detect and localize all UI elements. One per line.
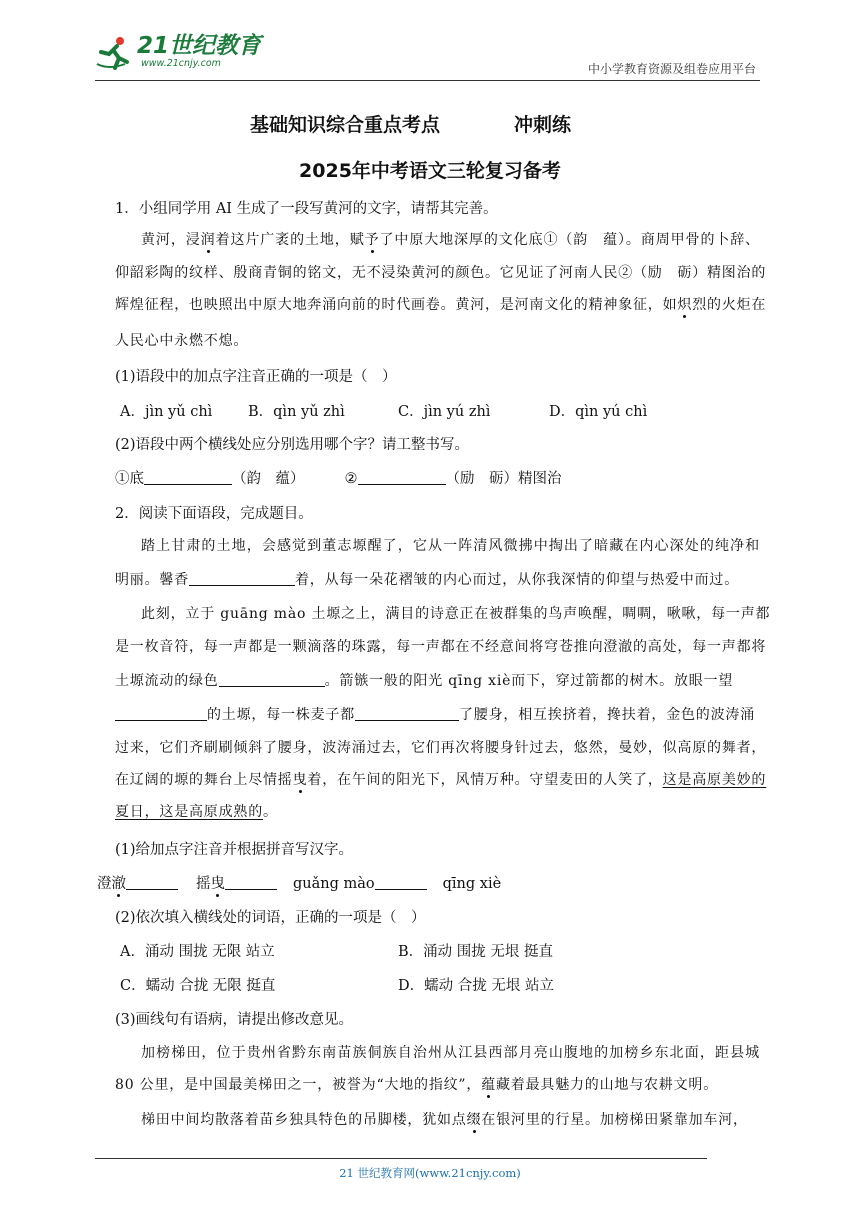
- dotted-char: 炽: [677, 297, 693, 313]
- q1-sub1: (1)语段中的加点字注音正确的一项是（ ）: [115, 369, 397, 385]
- q2-passage-c-line-1: 加榜梯田，位于贵州省黔东南苗族侗族自治州从江县西部月亮山腹地的加榜乡东北面，距县城: [141, 1045, 760, 1061]
- answer-blank[interactable]: [115, 705, 207, 721]
- answer-blank[interactable]: [358, 469, 446, 485]
- underlined-sentence: 这是高原美妙的: [662, 772, 767, 788]
- answer-blank[interactable]: [189, 570, 295, 586]
- answer-blank[interactable]: [375, 874, 427, 890]
- dotted-char: 蕴: [481, 1077, 496, 1093]
- answer-blank[interactable]: [219, 671, 325, 687]
- page-header: [95, 34, 760, 81]
- q2-passage-b-line-1: 此刻，立于 guāng mào 土塬之上，满目的诗意正在被群集的鸟声唤醒，啁啁，啾啾，每一声都: [141, 606, 771, 622]
- page-footer[interactable]: 21 世纪教育网(www.21cnjy.com): [339, 1166, 521, 1180]
- q1-sub2: (2)语段中两个横线处应分别选用哪个字？请工整书写。: [115, 437, 470, 453]
- q1-passage-line-2: 仰韶彩陶的纹样、殷商青铜的铭文，无不浸染黄河的颜色。它见证了河南人民②（励 砺）精图治的: [115, 265, 767, 281]
- q2-passage-b-line-5: 过来，它们齐刷刷倾斜了腰身，波涛涌过去，它们再次将腰身针过去，悠然，曼妙，似高原的舞者，: [115, 740, 767, 756]
- q2-sub1: (1)给加点字注音并根据拼音写汉字。: [115, 842, 354, 858]
- q1-option-d: D．qìn yú chì: [549, 404, 648, 420]
- q1-passage-line-3: 辉煌征程，也映照出中原大地奔涌向前的时代画卷。黄河，是河南文化的精神象征，如炽烈的火炬在: [115, 297, 767, 313]
- q2-passage-d-line-1: 梯田中间均散落着苗乡独具特色的吊脚楼，犹如点缀在银河里的行星。加榜梯田紧靠加车河，: [141, 1112, 748, 1128]
- q2-passage-b-line-7: 夏日，这是高原成熟的。: [115, 804, 278, 820]
- title-part2: 冲刺练: [514, 114, 572, 136]
- underlined-sentence: 夏日，这是高原成熟的: [115, 804, 263, 820]
- q1-passage-line-4: 人民心中永燃不熄。: [115, 333, 249, 349]
- q2-stem: 2．阅读下面语段，完成题目。: [115, 506, 313, 522]
- title-part1: 基础知识综合重点考点: [250, 114, 441, 136]
- answer-blank[interactable]: [355, 705, 459, 721]
- site-logo: [95, 34, 261, 74]
- q2-passage-a-line-1: 踏上甘肃的土地，会感觉到董志塬醒了，它从一阵清风微拂中掏出了暗藏在内心深处的纯净和: [141, 538, 760, 554]
- q2-passage-b-line-2: 是一枚音符，每一声都是一颗滴落的珠露，每一声都在不经意间将穹苍推向澄澈的高处，每一声都将: [115, 639, 767, 655]
- logo-brand: 21世纪教育: [137, 33, 262, 59]
- q2-passage-a-line-2: 明丽。馨香 着，从每一朵花褶皱的内心而过，从你我深情的仰望与热爱中而过。: [115, 572, 739, 588]
- q2-sub3: (3)画线句有语病，请提出修改意见。: [115, 1012, 354, 1028]
- q2-passage-c-line-2: 80 公里，是中国最美梯田之一，被誉为“大地的指纹”，蕴藏着最具魅力的山地与农耕文明。: [115, 1077, 718, 1093]
- dotted-char: 予: [364, 232, 380, 248]
- q1-option-b: B．qìn yǔ zhì: [248, 404, 345, 420]
- dotted-char: 曳: [210, 876, 225, 892]
- q2-words-line: 澄澈 摇曳 guǎng mào qīng xiè: [97, 876, 502, 892]
- answer-blank[interactable]: [144, 469, 232, 485]
- q1-option-a: A．jìn yǔ chì: [120, 404, 213, 420]
- q2-passage-b-line-6: 在辽阔的塬的舞台上尽情摇曳着，在午间的阳光下，风情万种。守望麦田的人笑了，这是高原美妙的: [115, 772, 767, 788]
- dotted-char: 澈: [111, 876, 126, 892]
- dotted-char: 润: [200, 232, 216, 248]
- running-man-icon: [95, 34, 135, 74]
- q2-option-c: C．蠕动 合拢 无限 挺直: [120, 978, 276, 994]
- q2-passage-b-line-4: 的土塬，每一株麦子都 了腰身，相互挨挤着，搀扶着，金色的波涛涌: [115, 704, 755, 724]
- q1-fill-line: ①底 （韵 蕴） ② （励 砺）精图治: [115, 471, 562, 487]
- q1-stem: 1．小组同学用 AI 生成了一段写黄河的文字，请帮其完善。: [115, 201, 498, 217]
- answer-blank[interactable]: [126, 874, 178, 890]
- q2-sub2: (2)依次填入横线处的词语，正确的一项是（ ）: [115, 910, 426, 926]
- q1-passage-line-1: 黄河，浸润着这片广袤的土地，赋予了中原大地深厚的文化底①（韵 蕴）。商周甲骨的卜辞、: [141, 232, 760, 248]
- page-subtitle: 2025年中考语文三轮复习备考: [299, 160, 561, 182]
- footer-divider: [95, 1158, 707, 1159]
- platform-tagline: 中小学教育资源及组卷应用平台: [587, 62, 756, 76]
- page-title: [250, 110, 571, 137]
- q2-option-a: A．涌动 围拢 无限 站立: [120, 944, 275, 960]
- q2-option-b: B．涌动 围拢 无垠 挺直: [398, 944, 553, 960]
- dotted-char: 曳: [292, 772, 308, 788]
- q2-passage-b-line-3: 土塬流动的绿色 。箭镞一般的阳光 qīng xiè而下，穿过箭都的树木。放眼一望: [115, 673, 734, 689]
- q1-option-c: C．jìn yú zhì: [398, 404, 491, 420]
- dotted-char: 缀: [466, 1112, 482, 1128]
- q2-option-d: D．蠕动 合拢 无垠 站立: [398, 978, 554, 994]
- answer-blank[interactable]: [225, 874, 277, 890]
- logo-url: www.21cnjy.com: [141, 58, 221, 69]
